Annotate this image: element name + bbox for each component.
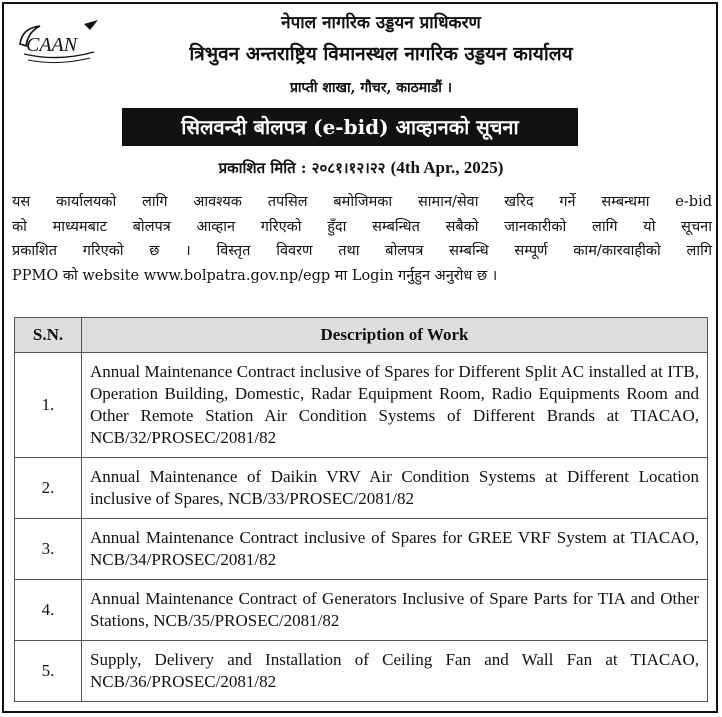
- row-sn: 3.: [15, 519, 82, 580]
- table-row: [15, 641, 708, 702]
- table-header-row: [15, 318, 708, 353]
- notice-line: प्रकाशित गरिएको छ । विस्तृत विवरण तथा बोलपत्र सम्बन्धि सम्पूर्ण काम/कारवाहीको लागि: [12, 243, 712, 259]
- row-sn: 5.: [15, 641, 82, 702]
- office-address: प्राप्ती शाखा, गौचर, काठमाडौं ।: [289, 80, 453, 96]
- row-description: Annual Maintenance Contract inclusive of Spares for Different Split AC installed at ITB, Operation Building, Domestic, Radar Equipment Room, Radio Equipments Room and Other Remote Station Air Condition Systems of Different Brands at TIACAO, NCB/32/PROSEC/2081/82: [82, 353, 708, 458]
- row-description: Annual Maintenance Contract of Generators Inclusive of Spare Parts for TIA and Other Stations, NCB/35/PROSEC/2081/82: [82, 580, 708, 641]
- header-description: Description of Work: [82, 318, 708, 353]
- notice-line: PPMO को website www.bolpatra.gov.np/egp मा Login गर्नुहुन अनुरोध छ ।: [12, 267, 498, 284]
- row-sn: 4.: [15, 580, 82, 641]
- row-description: Annual Maintenance Contract inclusive of Spares for GREE VRF System at TIACAO, NCB/34/PROSEC/2081/82: [82, 519, 708, 580]
- table-row: [15, 519, 708, 580]
- svg-text:CAAN: CAAN: [26, 34, 78, 56]
- table-row: [15, 458, 708, 519]
- publication-date-label: प्रकाशित मिति : २०८१।१२।२२: [218, 159, 386, 177]
- row-sn: 2.: [15, 458, 82, 519]
- notice-line: यस कार्यालयको लागि आवश्यक तपसिल बमोजिमका सामान/सेवा खरिद गर्ने सम्बन्धमा e-bid: [12, 194, 712, 210]
- row-description: Supply, Delivery and Installation of Ceiling Fan and Wall Fan at TIACAO, NCB/36/PROSEC/2081/82: [82, 641, 708, 702]
- notice-body: [12, 190, 712, 288]
- notice-title-banner: सिलवन्दी बोलपत्र (e-bid) आव्हानको सूचना: [122, 108, 578, 146]
- publication-date: [0, 158, 722, 178]
- row-sn: 1.: [15, 353, 82, 458]
- org-name-nepali: नेपाल नागरिक उड्डयन प्राधिकरण: [281, 13, 481, 33]
- office-name-nepali: त्रिभुवन अन्तराष्ट्रिय विमानस्थल नागरिक उड्डयन कार्यालय: [189, 43, 573, 65]
- works-table: [14, 317, 708, 702]
- notice-line: को माध्यमबाट बोलपत्र आव्हान गरिएको हुँदा सम्बन्धित सबैको जानकारीको लागि यो सूचना: [12, 218, 712, 235]
- table-row: [15, 580, 708, 641]
- publication-date-english: (4th Apr., 2025): [390, 158, 504, 177]
- table-row: [15, 353, 708, 458]
- row-description: Annual Maintenance of Daikin VRV Air Condition Systems at Different Location inclusive of Spares, NCB/33/PROSEC/2081/82: [82, 458, 708, 519]
- header-sn: S.N.: [15, 318, 82, 353]
